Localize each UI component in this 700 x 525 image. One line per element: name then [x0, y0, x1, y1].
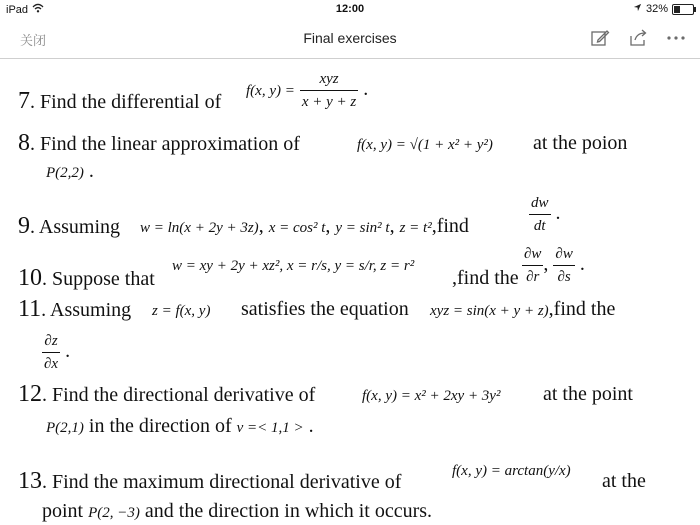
fraction-numerator: dw — [531, 195, 549, 211]
fraction-numerator: ∂z — [44, 333, 58, 349]
fraction-numerator: ∂w — [555, 246, 573, 262]
equation: xyz = sin(x + y + z) — [430, 303, 549, 319]
question-number: 7 — [18, 88, 30, 114]
period: . — [308, 415, 314, 437]
question-number: 8 — [18, 130, 30, 156]
question-10: 10. Suppose that — [18, 265, 155, 291]
question-number: 9 — [18, 213, 30, 239]
q10-formula — [172, 253, 414, 277]
question-number: 10 — [18, 265, 42, 291]
period: . — [65, 340, 71, 363]
w-def: w = ln(x + 2y + 3z) — [140, 220, 259, 236]
direction-text: and the direction in which it occurs. — [144, 500, 433, 522]
vector: v =< 1,1 > — [236, 420, 304, 436]
formula-lhs: f(x, y) = — [246, 83, 295, 100]
q11-derivative — [42, 330, 70, 375]
point: P(2, −3) — [88, 505, 140, 521]
find-label: ,find — [431, 215, 469, 237]
period: . — [579, 253, 585, 276]
period: . — [555, 202, 561, 225]
dw-dr-fraction — [522, 243, 543, 288]
edit-icon[interactable] — [588, 26, 612, 50]
x-def: x = cos² t — [268, 220, 326, 236]
device-label: iPad — [6, 3, 29, 16]
question-8: 8. Find the linear approximation of — [18, 130, 300, 156]
period: . — [88, 160, 94, 182]
q12-text2: at the point — [543, 383, 633, 405]
question-text: Find the directional derivative of — [52, 384, 316, 406]
q11-text2: satisfies the equation — [241, 298, 409, 320]
question-text: Suppose that — [52, 268, 155, 290]
q7-formula — [246, 68, 368, 113]
q9-derivative — [529, 192, 561, 237]
question-text: Find the differential of — [40, 91, 222, 113]
question-11: 11. Assuming — [18, 296, 132, 322]
formula: f(x, y) = arctan(y/x) — [452, 463, 571, 479]
location-arrow-icon — [633, 3, 642, 15]
formula: f(x, y) = x² + 2xy + 3y² — [362, 388, 501, 404]
period: . — [363, 78, 369, 101]
fraction-denominator: ∂x — [42, 352, 60, 375]
fraction — [300, 68, 358, 113]
q8-point — [46, 160, 94, 184]
question-text: Find the linear approximation of — [40, 133, 300, 155]
question-number: 13 — [18, 468, 42, 494]
toolbar — [588, 26, 688, 50]
point-label: point — [42, 500, 84, 522]
q12-line2 — [46, 415, 314, 439]
question-12: 12. Find the directional derivative of — [18, 381, 316, 407]
status-time: 12:00 — [335, 3, 365, 15]
fraction-denominator: x + y + z — [300, 90, 358, 113]
q8-formula — [357, 132, 493, 156]
q8-text2: at the poion — [533, 132, 628, 154]
q13-formula — [452, 458, 571, 482]
derivative-fraction — [529, 192, 551, 237]
point: P(2,1) — [46, 420, 84, 436]
formula: w = xy + 2y + xz², x = r/s, y = s/r, z = r² — [172, 258, 415, 274]
q10-derivatives: $\frac{\partial w}{\partial r}$ , $\frac{\partial w}{\partial s}$ . — [522, 243, 585, 288]
direction-text: in the direction of — [88, 415, 232, 437]
status-bar — [0, 0, 700, 18]
q10-find: ,find the — [452, 267, 519, 289]
fraction-denominator: ∂r — [522, 265, 543, 288]
question-9: 9. Assuming — [18, 213, 121, 239]
question-text: Find the maximum directional derivative of — [52, 471, 402, 493]
q11-z — [152, 298, 210, 322]
q13-line2 — [42, 500, 432, 524]
q13-text2: at the — [602, 470, 646, 492]
q12-formula — [362, 383, 500, 407]
z-def: z = f(x, y) — [152, 303, 211, 319]
question-number: 12 — [18, 381, 42, 407]
question-text: Assuming — [38, 216, 121, 238]
close-button[interactable]: 关闭 — [20, 33, 47, 48]
formula: f(x, y) = √(1 + x² + y²) — [357, 137, 493, 153]
fraction-numerator: xyz — [319, 71, 339, 87]
find-label: ,find the — [548, 298, 616, 320]
battery-icon — [672, 4, 694, 15]
dw-ds-fraction — [553, 243, 574, 288]
point: P(2,2) — [46, 165, 84, 181]
nav-bar — [0, 18, 700, 59]
question-number: 11 — [18, 296, 42, 322]
exercise-content — [0, 60, 700, 525]
page-title: Final exercises — [303, 30, 397, 46]
status-right — [633, 3, 694, 15]
q11-eq — [430, 298, 615, 322]
fraction-denominator: ∂s — [553, 265, 574, 288]
fraction-numerator: ∂w — [524, 246, 542, 262]
question-text: Assuming — [50, 299, 132, 321]
fraction-denominator: dt — [529, 214, 551, 237]
z-def: z = t² — [399, 220, 432, 236]
battery-percent: 32% — [645, 3, 668, 15]
q9-formula: w = ln(x + 2y + 3z), x = cos² t, y = sin² t, z = t²,find — [140, 215, 469, 237]
dz-dx-fraction — [42, 330, 60, 375]
more-icon[interactable] — [664, 26, 688, 50]
share-icon[interactable] — [626, 26, 650, 50]
question-13: 13. Find the maximum directional derivative of — [18, 468, 402, 494]
y-def: y = sin² t — [335, 220, 390, 236]
question-7: 7. Find the differential of — [18, 88, 222, 114]
